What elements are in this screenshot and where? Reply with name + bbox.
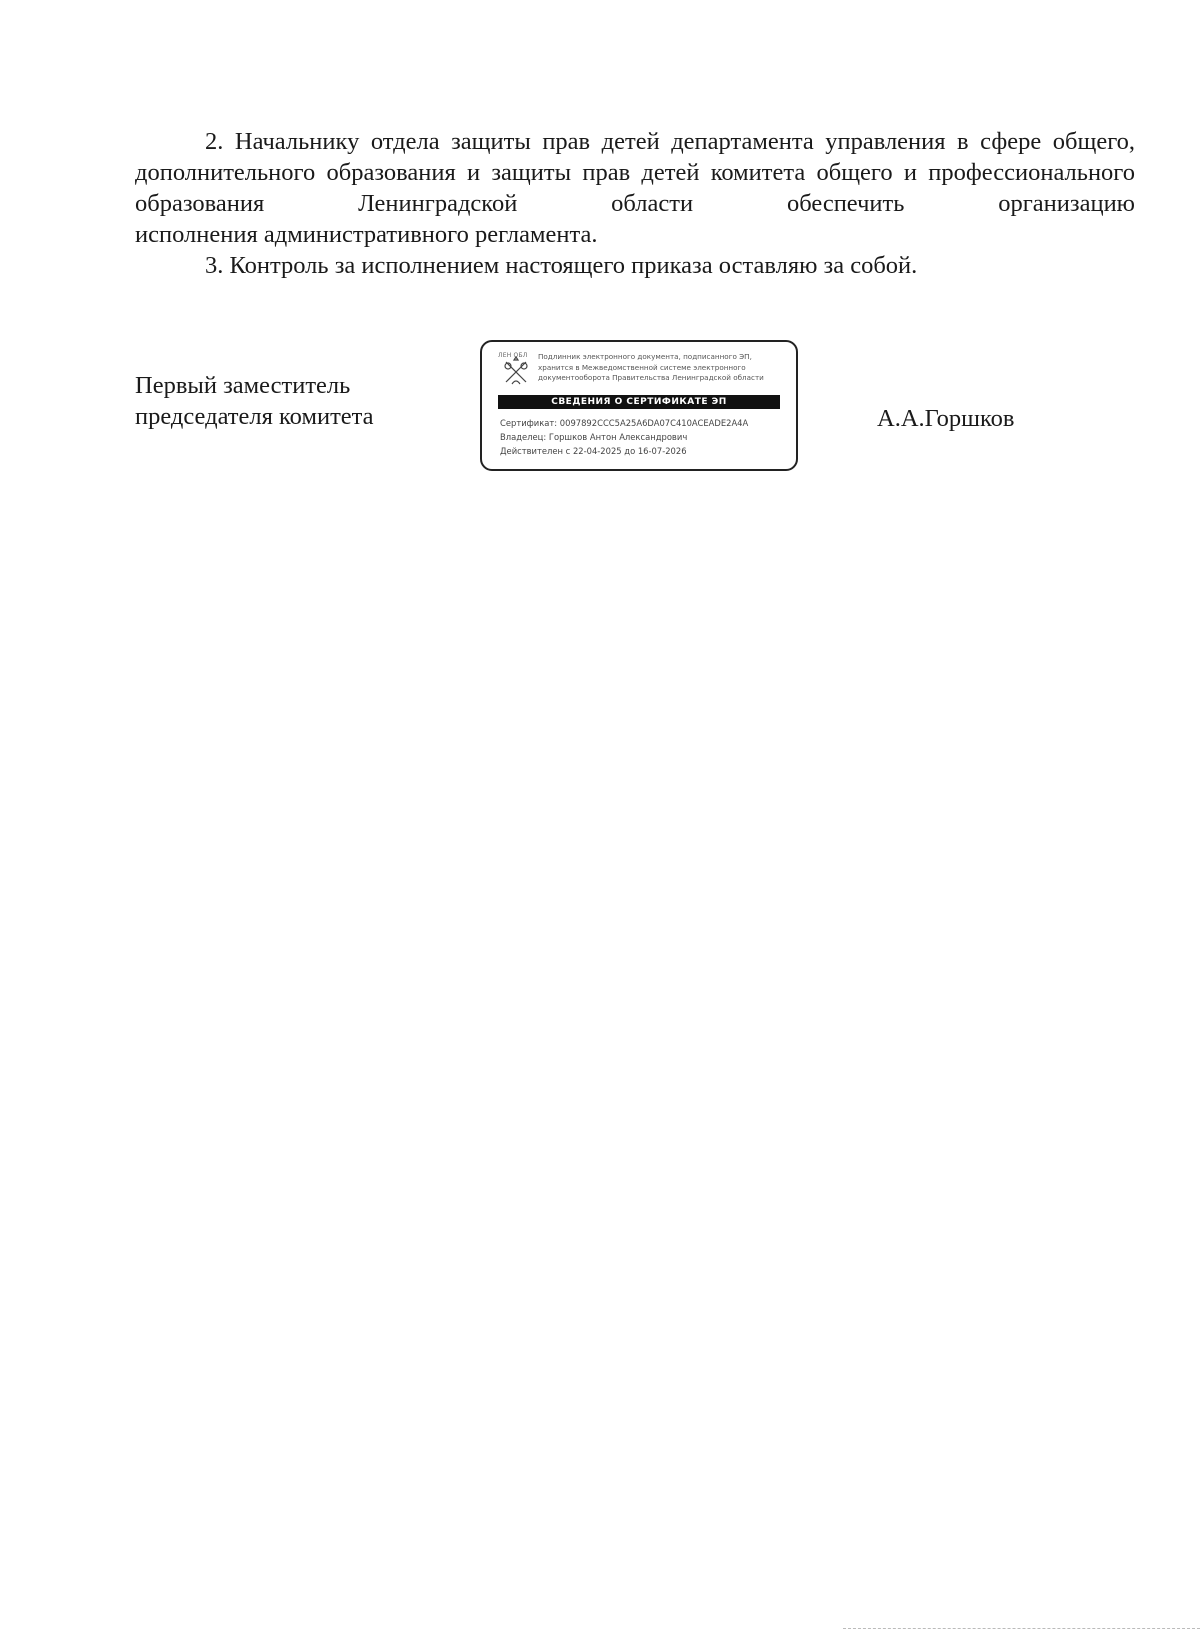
coat-of-arms-icon [496,352,536,392]
stamp-certificate: Сертификат: 0097892CCC5A25A6DA07C410ACEADE2A4A [500,418,749,428]
stamp-title-bar: СВЕДЕНИЯ О СЕРТИФИКАТЕ ЭП [498,395,780,409]
signer-name: А.А.Горшков [877,405,1015,432]
stamp-notice-line-2: хранится в Межведомственной системе электронного [538,362,746,372]
signer-title [135,370,374,432]
paragraph-3-line-1: 3. Контроль за исполнением настоящего приказа оставляю за собой. [205,252,918,279]
page-footer-divider [843,1628,1200,1632]
stamp-validity: Действителен с 22-04-2025 до 16-07-2026 [500,446,687,456]
electronic-signature-stamp [480,340,798,471]
signer-title-line-1: Первый заместитель [135,372,351,399]
paragraph-2-line-3: профессионального образования Ленинградской области обеспечить организацию [135,159,1135,217]
document-body [135,126,1135,281]
stamp-details [500,416,790,458]
stamp-notice [538,352,790,384]
signer-title-line-2: председателя комитета [135,403,374,430]
paragraph-2-line-4: исполнения административного регламента. [135,221,598,248]
paragraph-2-end [135,219,1135,250]
paragraph-3 [135,250,1135,281]
paragraph-2-line-2: общего, дополнительного образования и защиты прав детей комитета общего и [135,128,1136,186]
paragraph-2-line-1: 2. Начальнику отдела защиты прав детей департамента управления в сфере [205,128,1042,155]
emblem-label: ЛЕН ОБЛ [498,352,528,359]
paragraph-2 [135,126,1135,219]
stamp-notice-line-3: документооборота Правительства Ленинградской области [538,373,764,382]
stamp-owner: Владелец: Горшков Антон Александрович [500,432,688,442]
stamp-notice-line-1: Подлинник электронного документа, подписанного ЭП, [538,352,752,361]
stamp-header [496,352,788,392]
